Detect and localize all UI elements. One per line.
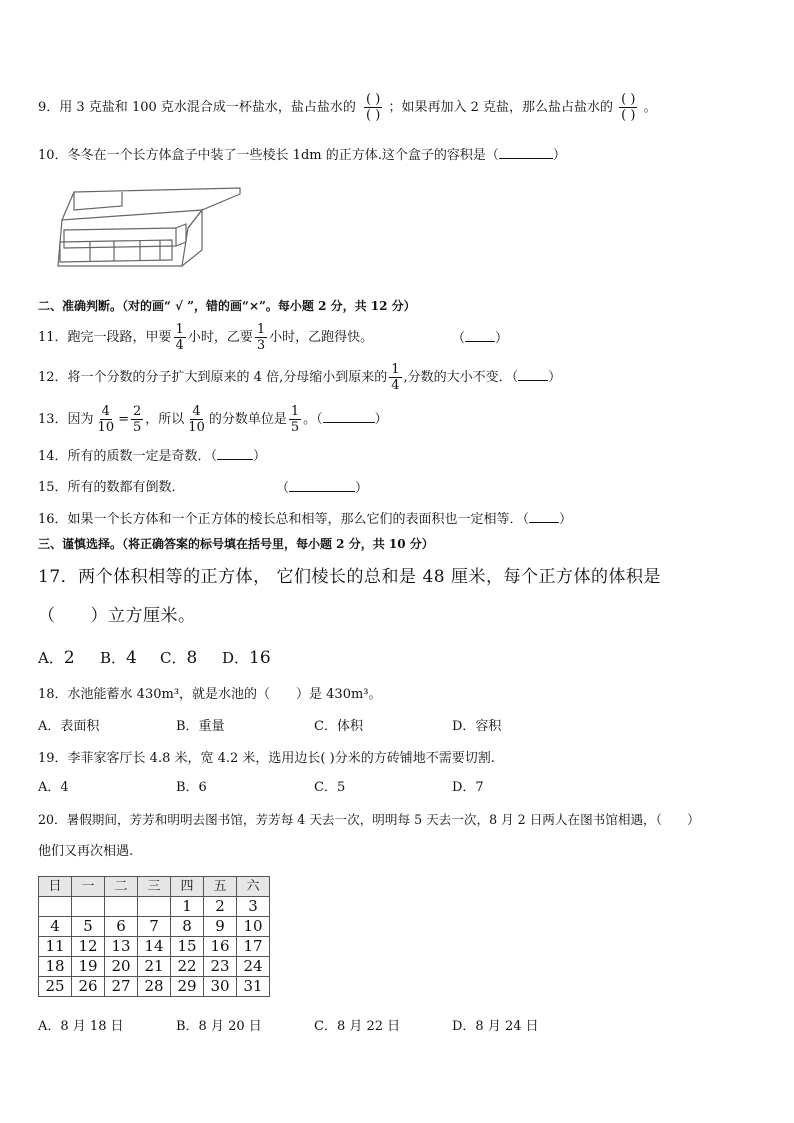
calendar-header-cell: 一 bbox=[72, 877, 105, 897]
calendar-cell: 5 bbox=[72, 917, 105, 937]
question-15: 15．所有的数都有倒数． bbox=[38, 480, 185, 495]
calendar-cell: 15 bbox=[171, 937, 204, 957]
q20-option-b[interactable]: B．8 月 20 日 bbox=[176, 1019, 262, 1034]
calendar-row bbox=[39, 977, 270, 997]
box-side bbox=[182, 210, 202, 266]
calendar-cell bbox=[138, 897, 171, 917]
calendar-cell: 14 bbox=[138, 937, 171, 957]
q17-option-b[interactable]: B．4 bbox=[100, 648, 137, 668]
q19-option-c[interactable]: C．5 bbox=[314, 780, 346, 795]
calendar-cell: 7 bbox=[138, 917, 171, 937]
q18-option-d[interactable]: D．容积 bbox=[452, 719, 502, 734]
calendar-cell: 28 bbox=[138, 977, 171, 997]
question-12: 12．将一个分数的分子扩大到原来的 4 倍,分母缩小到原来的 $\frac{1}{4}$ ,分数的大小不变．（ ） bbox=[38, 362, 562, 393]
calendar-cell: 8 bbox=[171, 917, 204, 937]
q17-option-c[interactable]: C．8 bbox=[160, 648, 198, 668]
calendar-cell: 12 bbox=[72, 937, 105, 957]
calendar-header-cell: 二 bbox=[105, 877, 138, 897]
q13-fraction-4: $\frac{1}{5}$ bbox=[290, 404, 300, 435]
calendar-cell: 22 bbox=[171, 957, 204, 977]
calendar-cell: 25 bbox=[39, 977, 72, 997]
question-20-line-2: 他们又再次相遇. bbox=[38, 844, 134, 859]
q9-blank-fraction-1[interactable]: $\frac{( )}{( )}$ bbox=[366, 92, 381, 123]
question-13: 13．因为 $\frac{4}{10}$ = $\frac{2}{5}$ ，所以 $\frac{4}{10}$ 的分数单位是 $\frac{1}{5}$ 。（ ） bbox=[38, 404, 388, 435]
q11-fraction-1: $\frac{1}{4}$ bbox=[175, 322, 184, 353]
question-16: 16．如果一个长方体和一个正方体的棱长总和相等，那么它们的表面积也一定相等．（ ） bbox=[38, 512, 573, 527]
calendar-cell: 26 bbox=[72, 977, 105, 997]
q17-option-a[interactable]: A．2 bbox=[38, 648, 75, 668]
question-14: 14．所有的质数一定是奇数．（ ） bbox=[38, 449, 267, 464]
calendar-header-cell: 三 bbox=[138, 877, 171, 897]
q12-answer-blank[interactable] bbox=[518, 368, 548, 381]
calendar-cell: 11 bbox=[39, 937, 72, 957]
calendar-header-cell: 日 bbox=[39, 877, 72, 897]
question-17-line-2: （ ）立方厘米。 bbox=[38, 606, 196, 626]
calendar-cell: 4 bbox=[39, 917, 72, 937]
calendar-cell: 16 bbox=[204, 937, 237, 957]
calendar-cell: 2 bbox=[204, 897, 237, 917]
q15-answer-paren[interactable]: （ ） bbox=[276, 481, 369, 496]
cube-row-back bbox=[64, 228, 176, 248]
question-20-line-1: 20．暑假期间，芳芳和明明去图书馆，芳芳每 4 天去一次，明明每 5 天去一次，8 月 2 日两人在图书馆相遇，（ ） bbox=[38, 812, 700, 827]
box-figure bbox=[52, 180, 244, 272]
q14-answer-blank[interactable] bbox=[217, 447, 253, 460]
q13-fraction-2: $\frac{2}{5}$ bbox=[133, 404, 142, 435]
calendar-cell: 30 bbox=[204, 977, 237, 997]
question-10: 10．冬冬在一个长方体盒子中装了一些棱长 1dm 的正方体.这个盒子的容积是（ ） bbox=[38, 148, 566, 163]
calendar-cell: 13 bbox=[105, 937, 138, 957]
q19-option-a[interactable]: A．4 bbox=[38, 780, 69, 795]
cube-row-front bbox=[60, 240, 172, 262]
calendar-cell: 21 bbox=[138, 957, 171, 977]
question-18: 18．水池能蓄水 430m³，就是水池的（ ）是 430m³。 bbox=[38, 687, 382, 702]
q13-fraction-3: $\frac{4}{10}$ bbox=[188, 404, 205, 435]
calendar-cell: 17 bbox=[237, 937, 270, 957]
q20-option-c[interactable]: C．8 月 22 日 bbox=[314, 1019, 401, 1034]
q19-option-d[interactable]: D．7 bbox=[452, 780, 484, 795]
calendar-cell: 29 bbox=[171, 977, 204, 997]
cube-side-face bbox=[176, 224, 186, 246]
q11-answer-paren[interactable]: （ ） bbox=[452, 331, 509, 346]
calendar-cell: 23 bbox=[204, 957, 237, 977]
q20-option-a[interactable]: A．8 月 18 日 bbox=[38, 1019, 124, 1034]
calendar-header-row bbox=[39, 877, 270, 897]
question-17-line-1: 17．两个体积相等的正方体， 它们棱长的总和是 48 厘米，每个正方体的体积是 bbox=[38, 567, 661, 587]
calendar-cell bbox=[72, 897, 105, 917]
calendar-header-cell: 五 bbox=[204, 877, 237, 897]
q18-option-b[interactable]: B．重量 bbox=[176, 719, 225, 734]
q9-text-b: ；如果再加入 2 克盐，那么盐占盐水的 bbox=[388, 100, 613, 115]
q12-fraction: $\frac{1}{4}$ bbox=[391, 362, 400, 393]
q18-option-a[interactable]: A．表面积 bbox=[38, 719, 100, 734]
calendar-cell: 6 bbox=[105, 917, 138, 937]
calendar-cell: 1 bbox=[171, 897, 204, 917]
q9-text-c: 。 bbox=[643, 100, 657, 115]
calendar-header-cell: 四 bbox=[171, 877, 204, 897]
question-9 bbox=[38, 92, 657, 123]
calendar-cell bbox=[105, 897, 138, 917]
q10-text: 10．冬冬在一个长方体盒子中装了一些棱长 1dm 的正方体.这个盒子的容积是（ bbox=[38, 148, 499, 163]
q13-answer-blank[interactable] bbox=[323, 410, 375, 423]
q16-answer-blank[interactable] bbox=[529, 510, 559, 523]
q17-option-d[interactable]: D．16 bbox=[222, 648, 271, 668]
q11-fraction-2: $\frac{1}{3}$ bbox=[256, 322, 266, 353]
question-19: 19．李菲家客厅长 4.8 米，宽 4.2 米，选用边长( )分米的方砖铺地不需要切割. bbox=[38, 751, 495, 766]
calendar-cell bbox=[39, 897, 72, 917]
section-2-title: 二、准确判断。（对的画“ √ ”，错的画“×”。每小题 2 分，共 12 分） bbox=[38, 299, 416, 313]
calendar-table bbox=[38, 876, 270, 997]
calendar-cell: 9 bbox=[204, 917, 237, 937]
box-lid bbox=[62, 188, 240, 220]
calendar-cell: 20 bbox=[105, 957, 138, 977]
calendar-row bbox=[39, 937, 270, 957]
calendar-cell: 24 bbox=[237, 957, 270, 977]
calendar-cell: 18 bbox=[39, 957, 72, 977]
question-11: 11．跑完一段路，甲要 $\frac{1}{4}$ 小时，乙要 $\frac{1}{3}$ 小时，乙跑得快。 bbox=[38, 322, 374, 353]
calendar-cell: 31 bbox=[237, 977, 270, 997]
section-3-title: 三、谨慎选择。（将正确答案的标号填在括号里，每小题 2 分，共 10 分） bbox=[38, 537, 434, 551]
calendar-cell: 3 bbox=[237, 897, 270, 917]
q10-answer-blank[interactable] bbox=[499, 146, 553, 159]
calendar-header-cell: 六 bbox=[237, 877, 270, 897]
calendar-row bbox=[39, 917, 270, 937]
q20-option-d[interactable]: D．8 月 24 日 bbox=[452, 1019, 539, 1034]
calendar-row bbox=[39, 897, 270, 917]
calendar-cell: 27 bbox=[105, 977, 138, 997]
calendar-row bbox=[39, 957, 270, 977]
q13-fraction-1: $\frac{4}{10}$ bbox=[97, 404, 115, 435]
cube-top-1 bbox=[74, 192, 122, 210]
q9-text-a: 9．用 3 克盐和 100 克水混合成一杯盐水，盐占盐水的 bbox=[38, 100, 356, 115]
q19-option-b[interactable]: B．6 bbox=[176, 780, 207, 795]
q9-blank-fraction-2[interactable]: $\frac{( )}{( )}$ bbox=[621, 92, 636, 123]
calendar-cell: 19 bbox=[72, 957, 105, 977]
cube-dividers bbox=[90, 240, 160, 262]
q18-option-c[interactable]: C．体积 bbox=[314, 719, 363, 734]
calendar-cell: 10 bbox=[237, 917, 270, 937]
